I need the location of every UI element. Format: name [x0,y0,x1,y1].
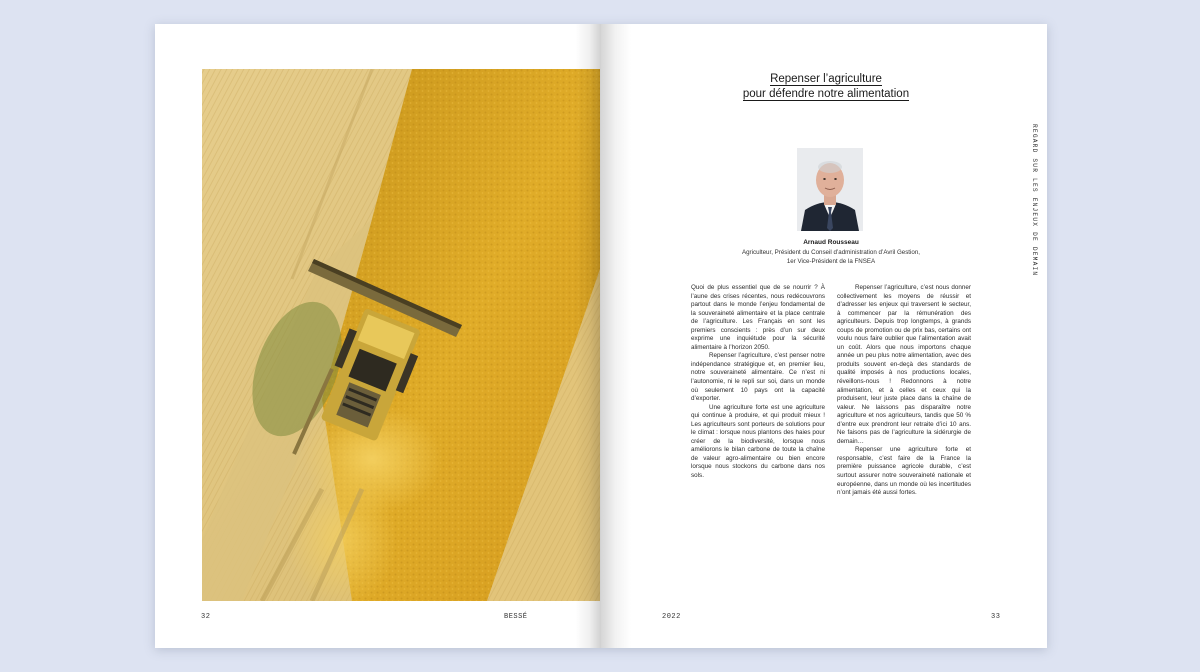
author-role-line1: Agriculteur, Président du Conseil d’administration d’Avril Gestion, [741,249,921,256]
running-head: BESSÉ [504,613,528,621]
right-folio: 33 [991,613,1001,621]
article-title-line1: Repenser l’agriculture [770,73,882,85]
article-title-line2: pour défendre notre alimentation [742,88,910,100]
right-page [601,24,1047,648]
article-column-1 [691,284,825,481]
author-role [681,248,981,266]
gutter-shadow [575,24,601,648]
paragraph: Repenser l’agriculture, c’est nous donner collectivement les moyens de réussir et d’adresser les enjeux qui traversent le secteur, à commencer par la rémunération des agriculteurs. Depuis trop longtemps, à grands coups de promotion ou de prix bas, certains ont voulu nous faire oublier que l’alimentation avait un coût. Alors que nous importons chaque année un peu plus notre alimentation, avec des produits souvent en-deçà des standards de qualité imposés à nos productions locales, réveillons-nous ! Redonnons à notre alimentation, et à celles et ceux qui la produisent, leur juste place dans la chaîne de valeur. Ne laissons pas disparaître notre agriculture et nos agriculteurs, tandis que 50 % d’entre eux prendront leur retraite d’ici 10 ans. Ne faisons pas de l’agriculture la sidérurgie de demain… [837,284,971,445]
magazine-spread [155,24,1047,648]
footer-year: 2022 [662,613,681,621]
article-title [661,72,991,102]
paragraph: Quoi de plus essentiel que de se nourrir ? À l’aune des crises récentes, nous redécouvrons partout dans le monde l’enjeu fondamental de la souveraineté alimentaire et la place centrale de l’agriculture. Les Français en sont les premiers conscients : près d’un sur deux exprime une inquiétude pour la sécurité alimentaire à l’horizon 2050. [691,284,825,351]
author-portrait [797,148,863,231]
paragraph: Repenser une agriculture forte et responsable, c’est faire de la France la première puissance agricole durable, c’est surtout assurer notre souveraineté nationale et européenne, dans un monde où les incertitudes n’ont jamais été aussi fortes. [837,446,971,497]
left-folio: 32 [201,613,211,621]
harvest-photo [202,69,600,601]
portrait-illustration [797,148,863,231]
paragraph: Repenser l’agriculture, c’est penser notre indépendance stratégique et, en premier lieu, notre souveraineté alimentaire. Ce n’est ni l’autonomie, ni le repli sur soi, dans un monde où seulement 10 pays ont la capacité d’exporter. [691,352,825,403]
left-page [155,24,601,648]
harvest-illustration [202,69,600,601]
article-column-2 [837,284,971,498]
author-name: Arnaud Rousseau [803,239,859,246]
paragraph: Une agriculture forte est une agriculture qui continue à produire, et qui produit mieux ! Les agriculteurs sont porteurs de solutions pour le climat : lorsque nous plantons des haies pour créer de la biodiversité, lorsque nous améliorons le bilan carbone de toute la chaîne de valeur agro-alimentaire ou bien encore lorsque nous stockons du carbone dans nos sols. [691,403,825,480]
author-role-line2: 1er Vice-Président de la FNSEA [786,258,876,265]
gutter-shadow [601,24,631,648]
section-side-label: REGARD SUR LES ENJEUX DE DEMAIN [1031,124,1038,277]
